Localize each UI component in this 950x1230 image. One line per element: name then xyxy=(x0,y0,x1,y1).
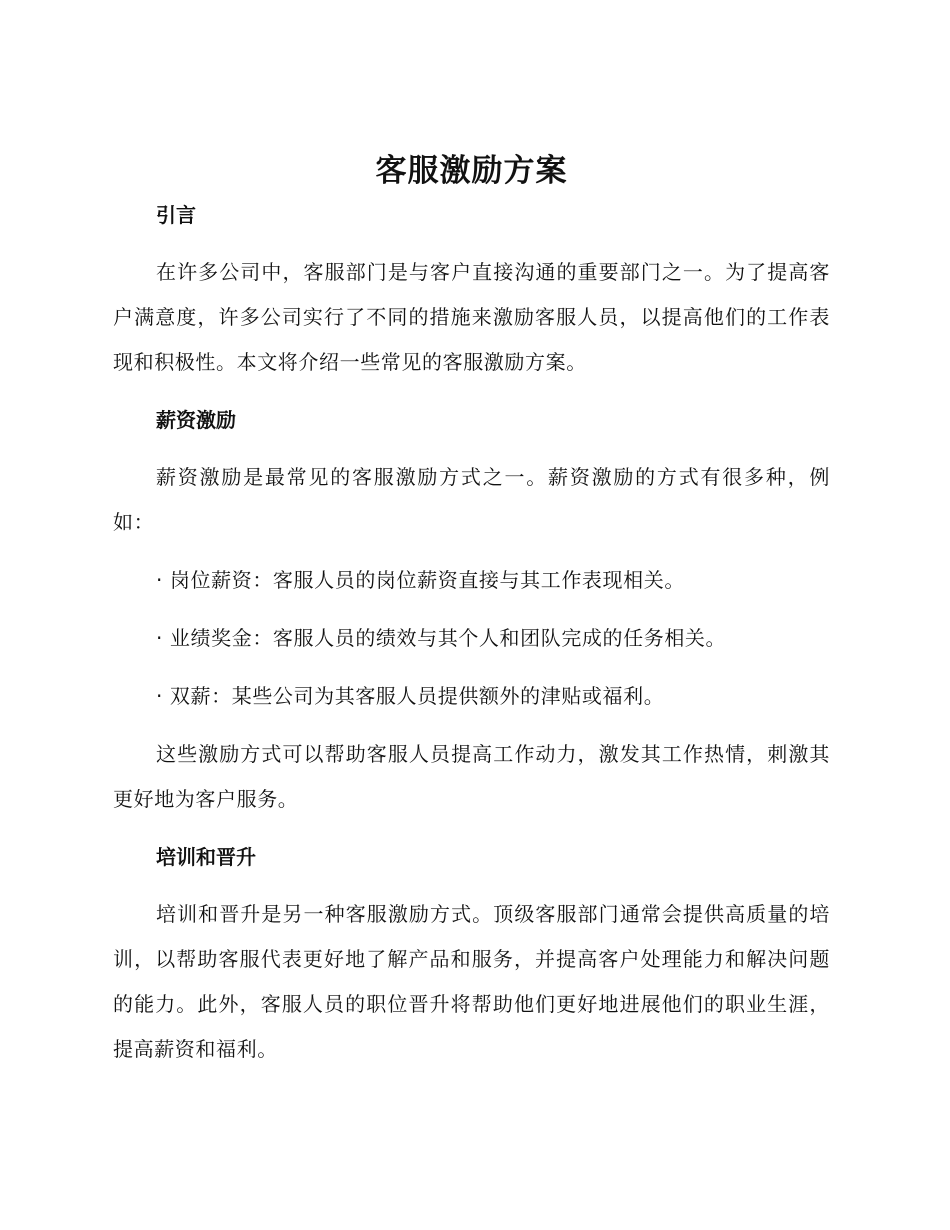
list-item: · 双薪：某些公司为其客服人员提供额外的津贴或福利。 xyxy=(156,684,665,708)
document-title: 客服激励方案 xyxy=(375,153,568,189)
section-heading-training: 培训和晋升 xyxy=(156,845,256,869)
salary-closing-paragraph: 这些激励方式可以帮助客服人员提高工作动力，激发其工作热情，刺激其更好地为客户服务。 xyxy=(113,742,830,811)
section-heading-salary: 薪资激励 xyxy=(156,408,236,432)
intro-paragraph: 在许多公司中，客服部门是与客户直接沟通的重要部门之一。为了提高客户满意度，许多公司实行了不同的措施来激励客服人员，以提高他们的工作表现和积极性。本文将介绍一些常见的客服激励方案。 xyxy=(113,260,830,374)
list-item: · 业绩奖金：客服人员的绩效与其个人和团队完成的任务相关。 xyxy=(156,626,727,650)
section-heading-intro: 引言 xyxy=(156,203,196,227)
salary-paragraph: 薪资激励是最常见的客服激励方式之一。薪资激励的方式有很多种，例如： xyxy=(113,465,830,534)
training-paragraph: 培训和晋升是另一种客服激励方式。顶级客服部门通常会提供高质量的培训，以帮助客服代表更好地了解产品和服务，并提高客户处理能力和解决问题的能力。此外，客服人员的职位晋升将帮助他们更好地进展他们的职业生涯，提高薪资和福利。 xyxy=(113,902,830,1061)
list-item: · 岗位薪资：客服人员的岗位薪资直接与其工作表现相关。 xyxy=(156,568,685,592)
